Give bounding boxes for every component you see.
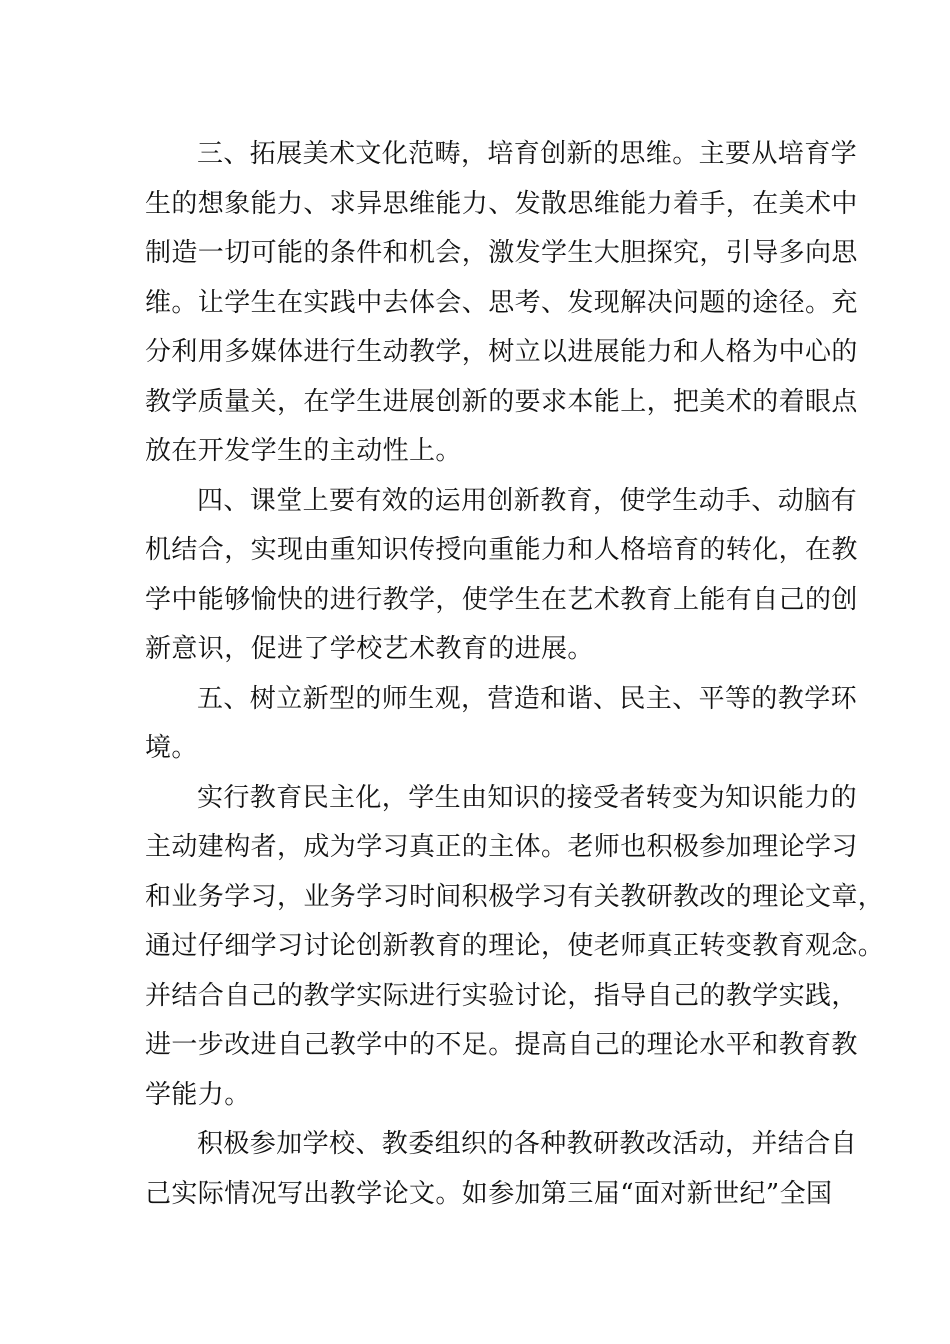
paragraph-6-line-6: 进一步改进自己教学中的不足。提高自己的理论水平和教育教 <box>145 1030 858 1060</box>
paragraph-6-line-4: 通过仔细学习讨论创新教育的理论，使老师真正转变教育观念。 <box>145 931 885 961</box>
paragraph-3-line-1: 三、拓展美术文化范畴，培育创新的思维。主要从培育学 <box>197 139 858 169</box>
paragraph-3-line-7: 放在开发学生的主动性上。 <box>145 436 462 466</box>
paragraph-7-line-1: 积极参加学校、教委组织的各种教研教改活动，并结合自 <box>197 1129 858 1159</box>
paragraph-3-line-4: 维。让学生在实践中去体会、思考、发现解决问题的途径。充 <box>145 287 858 318</box>
paragraph-6-line-2: 主动建构者，成为学习真正的主体。老师也积极参加理论学习 <box>145 832 858 862</box>
paragraph-6-line-1: 实行教育民主化，学生由知识的接受者转变为知识能力的 <box>197 782 858 813</box>
paragraph-4-line-4: 新意识，促进了学校艺术教育的进展。 <box>145 634 594 664</box>
paragraph-5-line-1: 五、树立新型的师生观，营造和谐、民主、平等的教学环 <box>197 683 858 714</box>
document-body <box>145 130 885 1219</box>
paragraph-4-line-3: 学中能够愉快的进行教学，使学生在艺术教育上能有自己的创 <box>145 584 858 615</box>
paragraph-3-line-6: 教学质量关，在学生进展创新的要求本能上，把美术的着眼点 <box>145 386 858 417</box>
paragraph-6-line-3: 和业务学习，业务学习时间积极学习有关教研教改的理论文章， <box>145 881 885 912</box>
paragraph-7-line-2: 己实际情况写出教学论文。如参加第三届“面对新世纪”全国 <box>145 1178 833 1209</box>
paragraph-5-line-2: 境。 <box>145 733 198 763</box>
paragraph-3-line-3: 制造一切可能的条件和机会，激发学生大胆探究，引导多向思 <box>145 238 858 268</box>
paragraph-3-line-2: 生的想象能力、求异思维能力、发散思维能力着手，在美术中 <box>145 188 858 219</box>
paragraph-6-line-7: 学能力。 <box>145 1079 251 1110</box>
paragraph-4-line-2: 机结合，实现由重知识传授向重能力和人格培育的转化，在教 <box>145 535 858 565</box>
paragraph-3-line-5: 分利用多媒体进行生动教学，树立以进展能力和人格为中心的 <box>145 337 858 367</box>
paragraph-6-line-5: 并结合自己的教学实际进行实验讨论，指导自己的教学实践， <box>145 980 858 1011</box>
paragraph-4-line-1: 四、课堂上要有效的运用创新教育，使学生动手、动脑有 <box>197 485 858 516</box>
